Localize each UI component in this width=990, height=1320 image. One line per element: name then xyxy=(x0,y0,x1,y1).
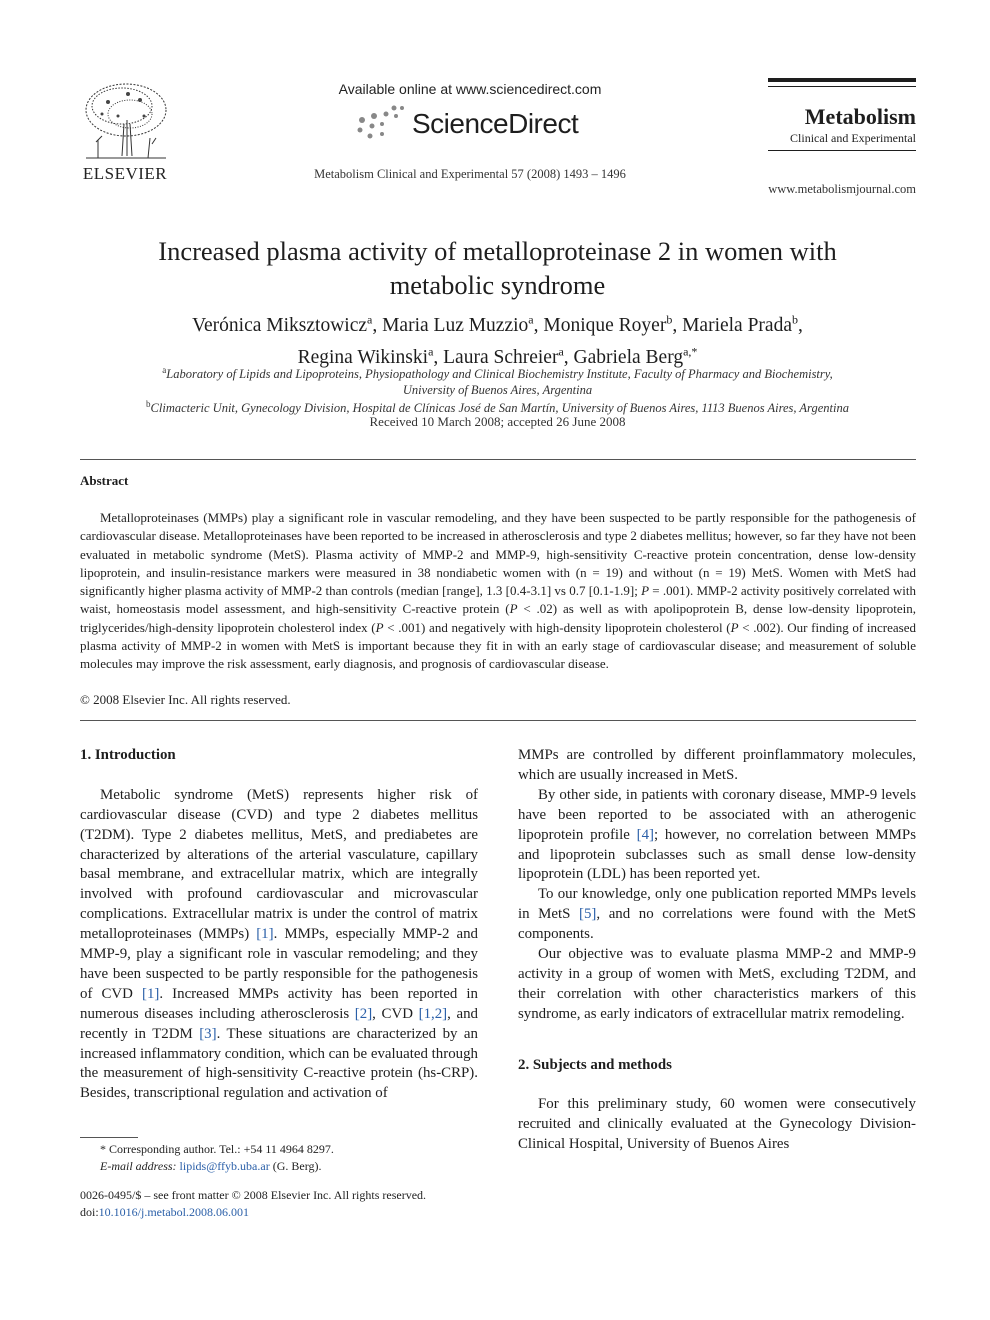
citation-link[interactable]: [5] xyxy=(579,906,597,923)
author: Regina Wikinski$^a$, xyxy=(297,344,444,368)
doi-note: doi:10.1016/j.metabol.2008.06.001 xyxy=(80,1205,249,1219)
citation-link[interactable]: [1] xyxy=(142,985,160,1002)
journal-url[interactable]: www.metabolismjournal.com xyxy=(768,182,916,196)
affiliation-a: $^a$Laboratory of Lipids and Lipoproteins, Physiopathology and Clinical Biochemistry Institute, Faculty of Pharmacy and Biochemistry, University of Buenos Aires, Argentina xyxy=(162,365,833,398)
citation-link[interactable]: [1,2] xyxy=(418,1005,448,1022)
received-dates: Received 10 March 2008; accepted 26 June 2008 xyxy=(369,414,626,429)
abstract-bottom-rule xyxy=(80,720,916,721)
journal-subtitle: Clinical and Experimental xyxy=(790,131,916,145)
journal-citation: Metabolism Clinical and Experimental 57 (2008) 1493 – 1496 xyxy=(314,167,626,181)
author: Verónica Miksztowicz$^a$, xyxy=(192,312,383,336)
available-online: Available online at www.sciencedirect.com xyxy=(338,81,602,97)
abstract-copyright: © 2008 Elsevier Inc. All rights reserved. xyxy=(80,692,291,707)
citation-link[interactable]: [4] xyxy=(636,826,654,843)
intro-paragraph-4: Our objective was to evaluate plasma MMP-2 and MMP-9 activity in a group of women with MetS, excluding T2DM, and their correlation with other characteristics markers of this syndrome, as early indicators of extracellular matrix remodeling. xyxy=(518,946,916,1022)
journal-top-rule xyxy=(768,78,916,82)
abstract-top-rule xyxy=(80,459,916,460)
sciencedirect-wordmark: ScienceDirect xyxy=(412,108,579,139)
elsevier-logo xyxy=(78,80,172,184)
journal-thin-rule xyxy=(768,86,916,87)
sciencedirect-logo xyxy=(352,102,592,146)
elsevier-tree-icon xyxy=(78,80,172,162)
journal-title: Metabolism xyxy=(804,104,916,129)
citation-link[interactable]: [1] xyxy=(256,926,274,943)
citation-link[interactable]: [2] xyxy=(354,1005,373,1022)
left-column xyxy=(80,746,478,1104)
intro-continued: MMPs are controlled by different proinflammatory molecules, which are usually increased in MetS. xyxy=(518,747,916,783)
email-note: E-mail address: lipids@ffyb.uba.ar (G. Berg). xyxy=(100,1159,322,1173)
author: Mariela Prada$^b$, xyxy=(682,312,803,336)
article-title-line2: metabolic syndrome xyxy=(389,270,606,300)
article-title-line1: Increased plasma activity of metalloproteinase 2 in women with xyxy=(158,236,837,266)
doi-link[interactable]: 10.1016/j.metabol.2008.06.001 xyxy=(98,1205,249,1219)
intro-paragraph: Metabolic syndrome (MetS) represents higher risk of cardiovascular disease (CVD) and type 2 diabetes mellitus (T2DM). Type 2 diabetes mellitus, MetS, and prediabetes are characterized by alterations of the arterial vasculature, capillary basal membrane, and extracellular matrix, which are integrally involved with profound cardiovascular and microvascular complications. Extracellular matrix is under the control of matrix metalloproteinases (MMPs) [1]. MMPs, especially MMP-2 and MMP-9, play a significant role in vascular remodeling; and they have been suspected to be partly responsible for the pathogenesis of CVD [1]. Increased MMPs activity has been reported in numerous diseases including atherosclerosis [2], CVD [1,2], and recently in T2DM [3]. These situations are characterized by an increased inflammatory condition, which can be evaluated through the measurement of high-sensitivity C-reactive protein (hs-CRP). Besides, transcriptional regulation and activation of xyxy=(80,786,479,1102)
methods-heading: 2. Subjects and methods xyxy=(518,1056,672,1073)
citation-link[interactable]: [3] xyxy=(199,1025,217,1042)
author: Maria Luz Muzzio$^a$, xyxy=(382,312,544,336)
email-link[interactable]: lipids@ffyb.uba.ar xyxy=(179,1159,270,1173)
right-column xyxy=(518,746,916,1155)
intro-paragraph-2: By other side, in patients with coronary disease, MMP-9 levels have been reported to be associated with an atherogenic lipoprotein profile [4]; however, no correlation between MMPs and lipoprotein subclasses such as small dense low-density lipoprotein (LDL) has been reported yet. xyxy=(518,786,916,883)
abstract-heading: Abstract xyxy=(80,473,129,488)
author: Gabriela Berg$^{a,*}$ xyxy=(573,344,698,368)
issn-note: 0026-0495/$ – see front matter © 2008 Elsevier Inc. All rights reserved. xyxy=(80,1188,427,1202)
journal-bottom-rule xyxy=(768,150,916,151)
intro-heading: 1. Introduction xyxy=(80,747,176,763)
author: Laura Schreier$^a$, xyxy=(443,344,574,368)
sciencedirect-dots-icon xyxy=(352,102,412,146)
intro-paragraph-3: To our knowledge, only one publication reported MMPs levels in MetS [5], and no correlations were found with the MetS components. xyxy=(518,886,917,943)
abstract-body: Metalloproteinases (MMPs) play a significant role in vascular remodeling, and they have been suspected to be partly responsible for the pathogenesis of cardiovascular disease. Metalloproteinases have been reported to be increased in atherosclerosis and type 2 diabetes mellitus; however, so far they have not been evaluated in metabolic syndrome (MetS). Plasma activity of MMP-2 and MMP-9, high-sensitivity C-reactive protein concentration, dense low-density lipoprotein, and insulin-resistance markers were measured in 38 nondiabetic women with (n = 19) and without (n = 19) MetS. Women with MetS had significantly higher plasma activity of MMP-2 than controls (median [range], 1.3 [0.4-3.1] vs 0.7 [0.1-1.9]; P = .001). MMP-2 activity positively correlated with waist, homeostasis model assessment, and high-sensitivity C-reactive protein (P < .02) as well as with apolipoprotein B, dense low-density lipoprotein, triglycerides/high-density lipoprotein cholesterol index (P < .001) and negatively with high-density lipoprotein cholesterol (P < .002). Our finding of increased plasma activity of MMP-2 in women with MetS is important because they fit in with an early stage of cardiovascular disease; and measurement of soluble molecules may improve the risk assessment, early diagnosis, and prognosis of cardiovascular disease. xyxy=(80,510,917,671)
methods-paragraph: For this preliminary study, 60 women were consecutively recruited and clinically evaluated at the Gynecology Division-Clinical Hospital, University of Buenos Aires xyxy=(518,1096,916,1153)
author: Monique Royer$^b$, xyxy=(543,312,683,336)
publisher-name: ELSEVIER xyxy=(82,164,168,183)
article-title xyxy=(90,234,905,302)
footnote-rule xyxy=(80,1137,138,1138)
affiliation-b: $^b$Climacteric Unit, Gynecology Division, Hospital de Clínicas José de San Martín, University of Buenos Aires, 1113 Buenos Aires, Argentina xyxy=(146,399,849,416)
corresponding-author-note: * Corresponding author. Tel.: +54 11 4964 8297. xyxy=(100,1142,334,1156)
